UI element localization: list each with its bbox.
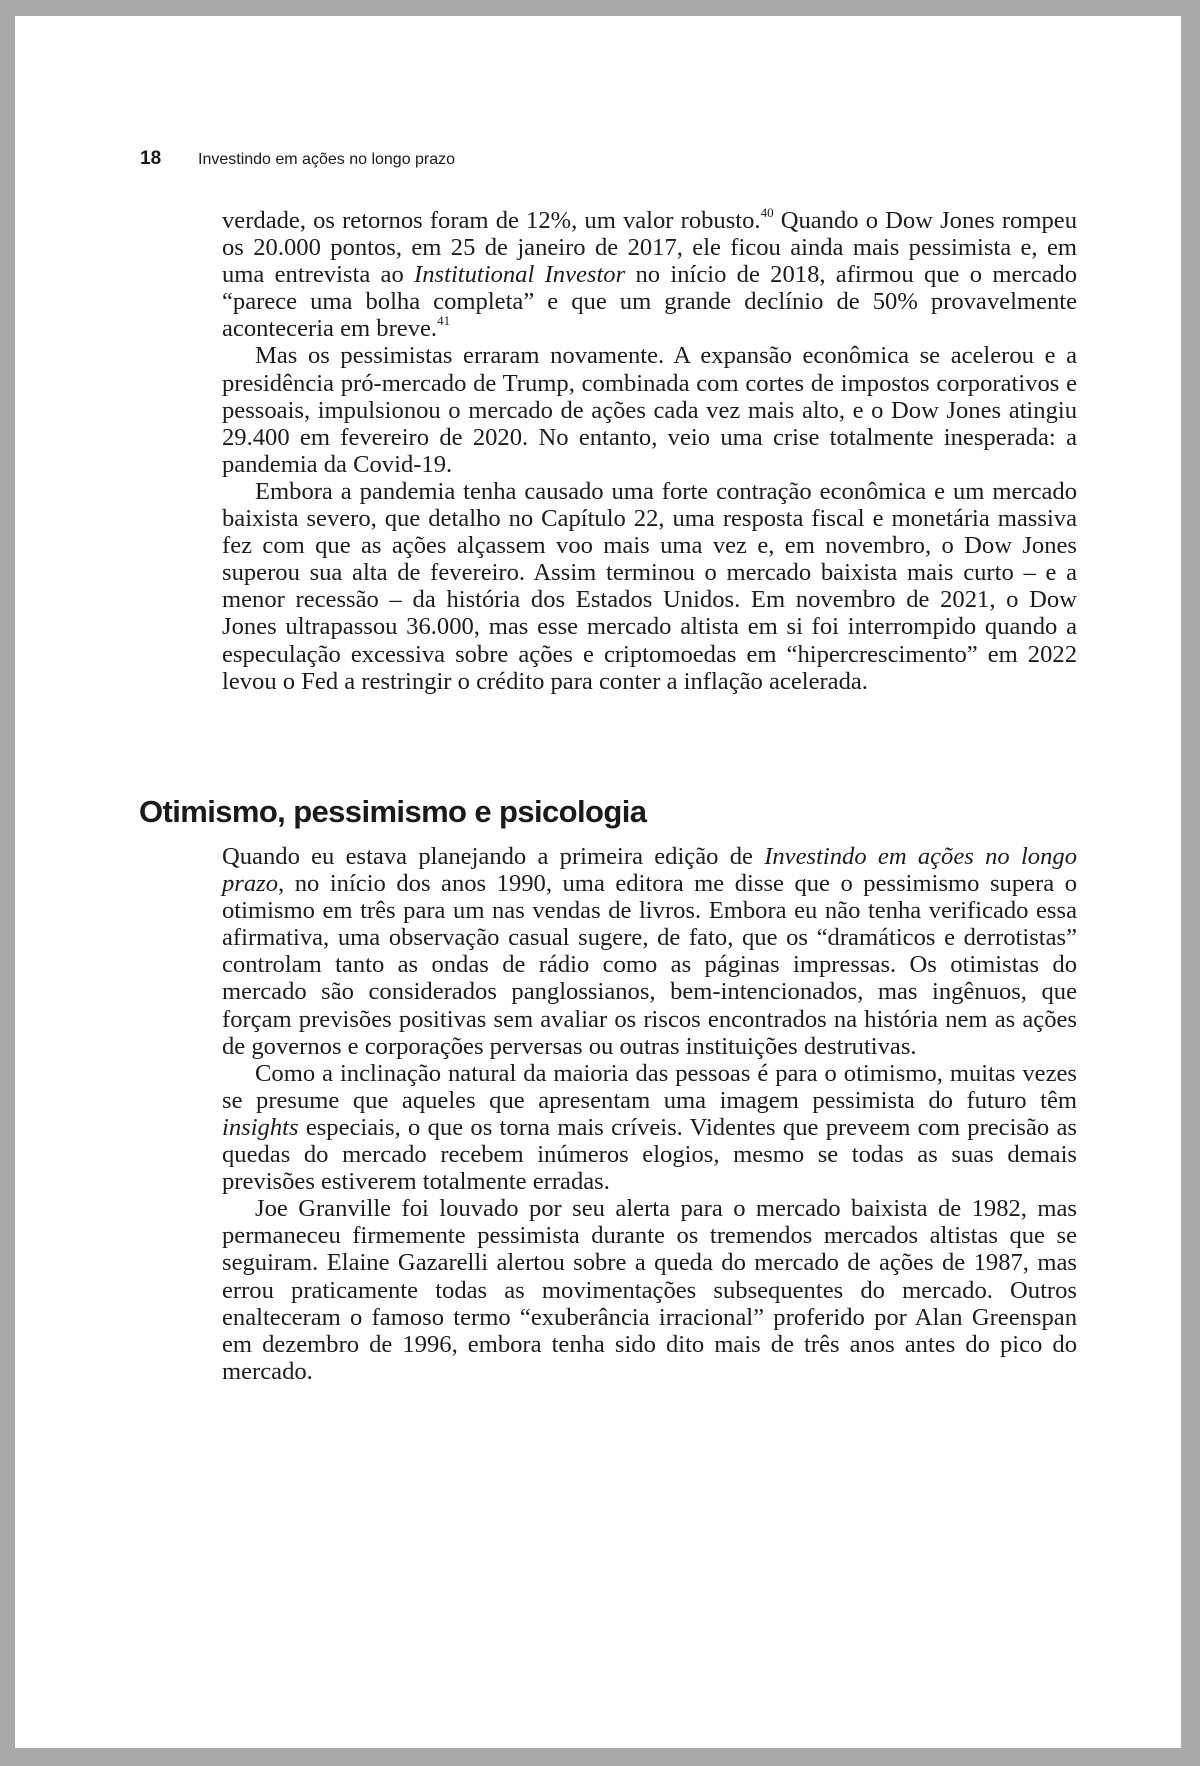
section-heading: Otimismo, pessimismo e psicologia <box>139 794 647 829</box>
italic-term: insights <box>222 1113 299 1141</box>
book-title: Investindo em ações no longo prazo <box>222 843 1077 898</box>
running-title: Investindo em ações no longo prazo <box>198 151 456 168</box>
paragraph-text: , no início dos anos 1990, uma editora me disse que o pessimismo supera o otimismo em três para um nas vendas de livros. Embora eu não tenha verificado essa afirmativa, uma observação casual sugere, de fato, que os “dramáticos e derrotistas” controlam tanto as ondas de rádio como as páginas impressas. Os otimistas do mercado são considerados panglossianos, bem-intencionados, mas ingênuos, que forçam previsões positivas sem avaliar os riscos encontrados na história nem as ações de governos e corporações perversas ou outras instituições destrutivas. <box>222 870 1077 1060</box>
footnote-ref: 41 <box>437 313 451 329</box>
running-head <box>140 148 455 170</box>
footnote-ref: 40 <box>760 205 774 220</box>
publication-title: Institutional Investor <box>414 261 626 289</box>
body-text-section <box>222 843 1077 1385</box>
paragraph-text: especiais, o que os torna mais críveis. Videntes que preveem com precisão as quedas do mercado recebem inúmeros elogios, mesmo se todas as suas demais previsões estiverem totalmente erradas. <box>222 1113 1077 1196</box>
paragraph-text: Quando eu estava planejando a primeira edição de <box>222 843 765 870</box>
paragraph <box>222 1060 1077 1195</box>
paragraph: Mas os pessimistas erraram novamente. A expansão econômica se acelerou e a presidência pró-mercado de Trump, combinada com cortes de impostos corporativos e pessoais, impulsionou o mercado de ações cada vez mais alto, e o Dow Jones atingiu 29.400 em fevereiro de 2020. No entanto, veio uma crise totalmente inesperada: a pandemia da Covid-19. <box>222 342 1077 478</box>
paragraph <box>222 843 1077 1060</box>
paragraph: Joe Granville foi louvado por seu alerta para o mercado baixista de 1982, mas permaneceu firmemente pessimista durante os tremendos mercados altistas que se seguiram. Elaine Gazarelli alertou sobre a queda do mercado de ações de 1987, mas errou praticamente todas as movimentações subsequentes do mercado. Outros enalteceram o famoso termo “exuberância irracional” proferido por Alan Greenspan em dezembro de 1996, embora tenha sido dito mais de três anos antes do pico do mercado. <box>222 1195 1077 1385</box>
page-number: 18 <box>140 148 162 169</box>
paragraph-text: Quando o Dow Jones rompeu os 20.000 pontos, em 25 de janeiro de 2017, ele ficou ainda mais pessimista e, em uma entrevista ao <box>222 207 1077 289</box>
paragraph: Embora a pandemia tenha causado uma forte contração econômica e um mercado baixista severo, que detalho no Capítulo 22, uma resposta fiscal e monetária massiva fez com que as ações alçassem voo mais uma vez e, em novembro, o Dow Jones superou sua alta de fevereiro. Assim terminou o mercado baixista mais curto – e a menor recessão – da história dos Estados Unidos. Em novembro de 2021, o Dow Jones ultrapassou 36.000, mas esse mercado altista em si foi interrompido quando a especulação excessiva sobre ações e criptomoedas em “hipercrescimento” em 2022 levou o Fed a restringir o crédito para conter a inflação acelerada. <box>222 477 1077 695</box>
paragraph-text: no início de 2018, afirmou que o mercado “parece uma bolha completa” e que um grande declínio de 50% provavelmente aconteceria em breve. <box>222 261 1078 343</box>
paragraph-text: Como a inclinação natural da maioria das pessoas é para o otimismo, muitas vezes se presume que aqueles que apresentam uma imagem pessimista do futuro têm <box>222 1059 1077 1114</box>
book-page <box>15 16 1181 1748</box>
paragraph <box>222 207 1077 342</box>
paragraph-text: verdade, os retornos foram de 12%, um valor robusto. <box>222 207 761 234</box>
body-text-top <box>222 207 1077 695</box>
